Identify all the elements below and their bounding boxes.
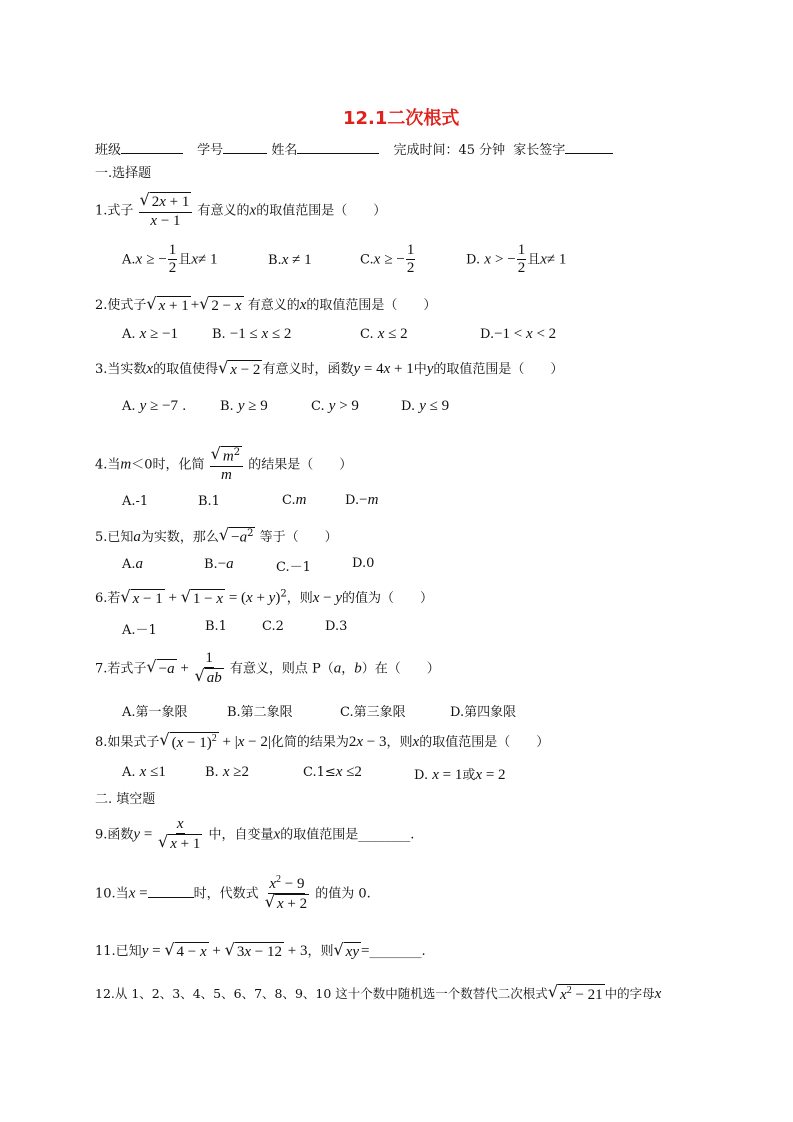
- name-label: 姓名: [271, 143, 298, 158]
- question-4: 4.当m＜0时，化简 √ $m^2$ m 的结果是（ ）: [95, 444, 353, 484]
- id-field[interactable]: [223, 141, 267, 154]
- q5-option-a[interactable]: A.a: [122, 556, 144, 572]
- q4-prefix: 4.当: [95, 457, 121, 473]
- q6-option-b[interactable]: B.1: [205, 619, 227, 634]
- q9-prefix: 9.函数: [95, 827, 134, 843]
- q8-suffix: 的取值范围是（ ）: [419, 735, 550, 750]
- class-field[interactable]: [121, 141, 183, 154]
- q9-suffix: 的取值范围是________.: [280, 827, 415, 843]
- q1-suffix2: 的取值范围是（ ）: [256, 203, 387, 219]
- q11-prefix: 11.已知: [95, 944, 142, 959]
- question-1: 1.式子 √ 2x + 1 x − 1 有意义的x的取值范围是（ ）: [95, 190, 387, 229]
- q2-option-b[interactable]: B. −1 ≤ x ≤ 2: [212, 326, 292, 342]
- q10-blank[interactable]: [148, 885, 194, 898]
- time-label: 完成时间：45 分钟: [393, 143, 506, 158]
- q1-suffix: 有意义的: [197, 203, 250, 219]
- q2-option-d[interactable]: D.−1 < x < 2: [480, 326, 557, 342]
- id-label: 学号: [197, 143, 224, 158]
- q10-suffix: 的值为 0.: [315, 886, 371, 902]
- q1-option-c[interactable]: C.x ≥ − $\frac{1}{2}$: [360, 242, 415, 277]
- q3-mid3: 中: [413, 362, 427, 377]
- q7-mid1: 有意义，则点 P（: [229, 661, 334, 677]
- q12-suffix: 中的字母: [604, 986, 655, 1001]
- q8-option-d[interactable]: D. x = 1或x = 2: [414, 767, 506, 783]
- q3-mid2: 有意义时，函数: [262, 362, 354, 377]
- q5-mid1: 为实数，那么: [140, 530, 219, 545]
- question-11: 11.已知y = √ 4 − x + √ 3x − 12 + 3，则 √ xy =________.: [95, 939, 426, 960]
- question-3: 3.当实数x的取值使得 √ x − 2 有意义时，函数y = 4x + 1中y的取值范围是（ ）: [95, 357, 564, 378]
- q7-fraction: 1 √ ab: [194, 650, 222, 687]
- q3-prefix: 3.当实数: [95, 362, 147, 377]
- q3-option-c[interactable]: C. y > 9: [311, 398, 359, 414]
- question-9: 9.函数y = x √ x + 1 中，自变量x的取值范围是________.: [95, 816, 415, 853]
- q1-option-d[interactable]: D. x > − $\frac{1}{2}$ 且x≠ 1: [466, 242, 567, 277]
- q3-suffix: 的取值范围是（ ）: [433, 362, 564, 377]
- q1-option-a[interactable]: A.x ≥ − $\frac{1}{2}$ 且x≠ 1: [122, 242, 218, 277]
- q10-mid1: 时，代数式: [193, 886, 259, 902]
- section-fill: 二. 填空题: [95, 792, 156, 807]
- question-8: 8.如果式子 √ $(x - 1)^2$ + |x − 2|化简的结果为2x − 3，则x的取值范围是（ ）: [95, 730, 550, 752]
- q6-option-d[interactable]: D.3: [325, 619, 348, 634]
- q1-prefix: 1.式子: [95, 203, 134, 219]
- q8-option-b[interactable]: B. x ≥2: [205, 764, 249, 780]
- q2-option-a[interactable]: A. x ≥ −1: [122, 326, 179, 342]
- q5-option-c[interactable]: C.－1: [276, 560, 311, 575]
- q8-mid2: ，则: [386, 735, 413, 750]
- q3-option-b[interactable]: B. y ≥ 9: [220, 398, 268, 414]
- q6-option-a[interactable]: A.－1: [122, 623, 157, 638]
- q2-suffix: 有意义的: [247, 298, 300, 313]
- section-choice: 一.选择题: [95, 166, 152, 181]
- q8-option-c[interactable]: C.1≤x ≤2: [303, 764, 362, 780]
- q7-option-d[interactable]: D.第四象限: [450, 705, 517, 720]
- question-10: 10.当x = 时，代数式 $x^2 - 9$ √ x + 2 的值为 0.: [95, 874, 371, 913]
- q3-option-a[interactable]: A. y ≥ −7 .: [122, 398, 187, 414]
- q4-option-b[interactable]: B.1: [198, 494, 220, 509]
- question-5: 5.已知a为实数，那么 √ $-a^2$ 等于（ ）: [95, 525, 338, 546]
- q7-suffix: ）在（ ）: [361, 661, 440, 677]
- q7-option-b[interactable]: B.第二象限: [227, 705, 293, 720]
- q9-mid1: 中，自变量: [208, 827, 274, 843]
- q4-option-c[interactable]: C.m: [282, 492, 307, 508]
- q7-option-c[interactable]: C.第三象限: [340, 705, 406, 720]
- question-6: 6.若 √ x − 1 + √ 1 − x = $(x + y)^2$，则x − y的值为（ ）: [95, 586, 434, 607]
- q8-prefix: 8.如果式子: [95, 735, 160, 750]
- q6-prefix: 6.若: [95, 591, 121, 606]
- question-12: 12.从 1、2、3、4、5、6、7、8、9、10 这十个数中随机选一个数替代二次根式 √ $x^2 - 21$ 中的字母x: [95, 982, 662, 1004]
- q3-option-d[interactable]: D. y ≤ 9: [401, 398, 450, 414]
- q5-option-d[interactable]: D.0: [352, 556, 375, 571]
- q7-option-a[interactable]: A.第一象限: [122, 705, 188, 720]
- q3-mid1: 的取值使得: [153, 362, 219, 377]
- q8-mid1: 化简的结果为: [270, 735, 349, 750]
- parent-field[interactable]: [565, 141, 613, 154]
- page-title: 12.1二次根式: [343, 108, 460, 129]
- q9-fraction: x √ x + 1: [158, 816, 201, 853]
- q5-prefix: 5.已知: [95, 530, 134, 545]
- q11-mid1: ，则: [307, 944, 334, 959]
- q6-option-c[interactable]: C.2: [262, 619, 284, 634]
- q4-fraction: √ $m^2$ m: [210, 446, 243, 484]
- header-line: [95, 139, 613, 158]
- name-field[interactable]: [297, 141, 379, 154]
- q7-prefix: 7.若式子: [95, 661, 147, 677]
- q5-suffix: 等于（ ）: [259, 530, 338, 545]
- q1-fraction: √ 2x + 1 x − 1: [139, 192, 193, 230]
- q4-suffix: 的结果是（ ）: [248, 457, 353, 473]
- q6-mid1: ，则: [286, 591, 313, 606]
- question-7: 7.若式子 √ −a + 1 √ ab 有意义，则点 P（a，b）在（ ）: [95, 650, 440, 687]
- q1-option-b[interactable]: B.x ≠ 1: [268, 252, 312, 268]
- q2-suffix2: 的取值范围是（ ）: [306, 298, 437, 313]
- q8-option-a[interactable]: A. x ≤1: [122, 764, 166, 780]
- q7-mid2: ，: [341, 661, 355, 677]
- q4-mid1: ＜0时，化简: [131, 457, 205, 473]
- class-label: 班级: [95, 143, 122, 158]
- q4-option-a[interactable]: A.-1: [122, 494, 149, 509]
- q6-suffix: 的值为（ ）: [342, 591, 434, 606]
- q10-fraction: $x^2 - 9$ √ x + 2: [264, 874, 308, 913]
- parent-label: 家长签字: [513, 143, 566, 158]
- q11-suffix: ________.: [369, 944, 426, 959]
- q2-prefix: 2.使式子: [95, 298, 147, 313]
- q4-option-d[interactable]: D.−m: [345, 492, 379, 508]
- question-2: 2.使式子 √ x + 1 + √ 2 − x 有意义的x的取值范围是（ ）: [95, 293, 437, 314]
- q5-option-b[interactable]: B.−a: [204, 556, 234, 572]
- q12-prefix: 12.从 1、2、3、4、5、6、7、8、9、10 这十个数中随机选一个数替代二次根式: [95, 986, 548, 1001]
- q2-option-c[interactable]: C. x ≤ 2: [360, 326, 408, 342]
- q10-prefix: 10.当: [95, 886, 129, 902]
